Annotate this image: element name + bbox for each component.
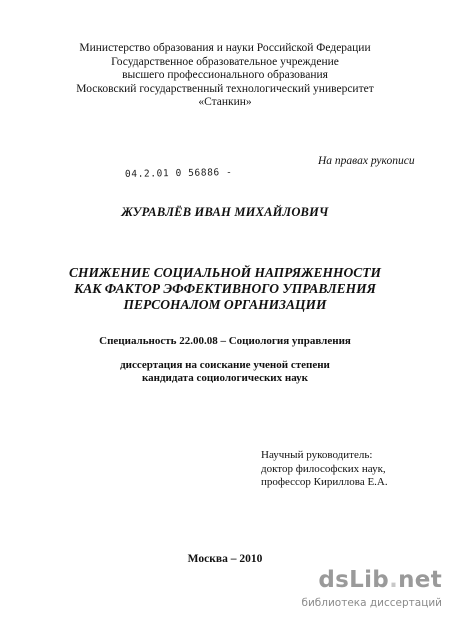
supervisor-name: профессор Кириллова Е.А. bbox=[261, 476, 388, 488]
title-line: СНИЖЕНИЕ СОЦИАЛЬНОЙ НАПРЯЖЕННОСТИ bbox=[68, 265, 382, 280]
author-name: ЖУРАВЛЁВ ИВАН МИХАЙЛОВИЧ bbox=[121, 205, 329, 219]
watermark-logo-dot: . bbox=[389, 567, 399, 593]
manuscript-note: На правах рукописи bbox=[318, 155, 415, 167]
watermark-logo bbox=[318, 567, 442, 593]
supervisor-label: Научный руководитель: bbox=[261, 449, 373, 461]
title-line: ПЕРСОНАЛОМ ОРГАНИЗАЦИИ bbox=[123, 297, 327, 312]
institution-type-line: Государственное образовательное учреждение bbox=[111, 55, 339, 68]
university-short-name: «Станкин» bbox=[198, 96, 252, 109]
degree-line: кандидата социологических наук bbox=[141, 372, 309, 384]
dslib-watermark bbox=[276, 567, 446, 613]
degree-line: диссертация на соискание ученой степени bbox=[120, 359, 330, 371]
supervisor-block bbox=[261, 449, 388, 490]
specialty-line: Специальность 22.00.08 – Социология управления bbox=[99, 335, 351, 347]
archive-stamp-number: 04.2.01 0 56886 - bbox=[124, 167, 233, 180]
city-year: Москва – 2010 bbox=[187, 553, 263, 565]
supervisor-degree: доктор философских наук, bbox=[261, 462, 386, 475]
ministry-line: Министерство образования и науки Российской Федерации bbox=[79, 42, 371, 54]
title-line: КАК ФАКТОР ЭФФЕКТИВНОГО УПРАВЛЕНИЯ bbox=[74, 281, 376, 296]
watermark-tagline: библиотека диссертаций bbox=[301, 597, 442, 609]
watermark-logo-tld: net bbox=[398, 567, 442, 593]
institution-header bbox=[60, 42, 390, 110]
watermark-logo-main: dsLib bbox=[318, 567, 390, 593]
dissertation-title bbox=[40, 265, 410, 313]
degree-statement bbox=[0, 359, 450, 385]
university-line: Московский государственный технологический университет bbox=[76, 82, 374, 95]
education-level-line: высшего профессионального образования bbox=[122, 69, 328, 82]
